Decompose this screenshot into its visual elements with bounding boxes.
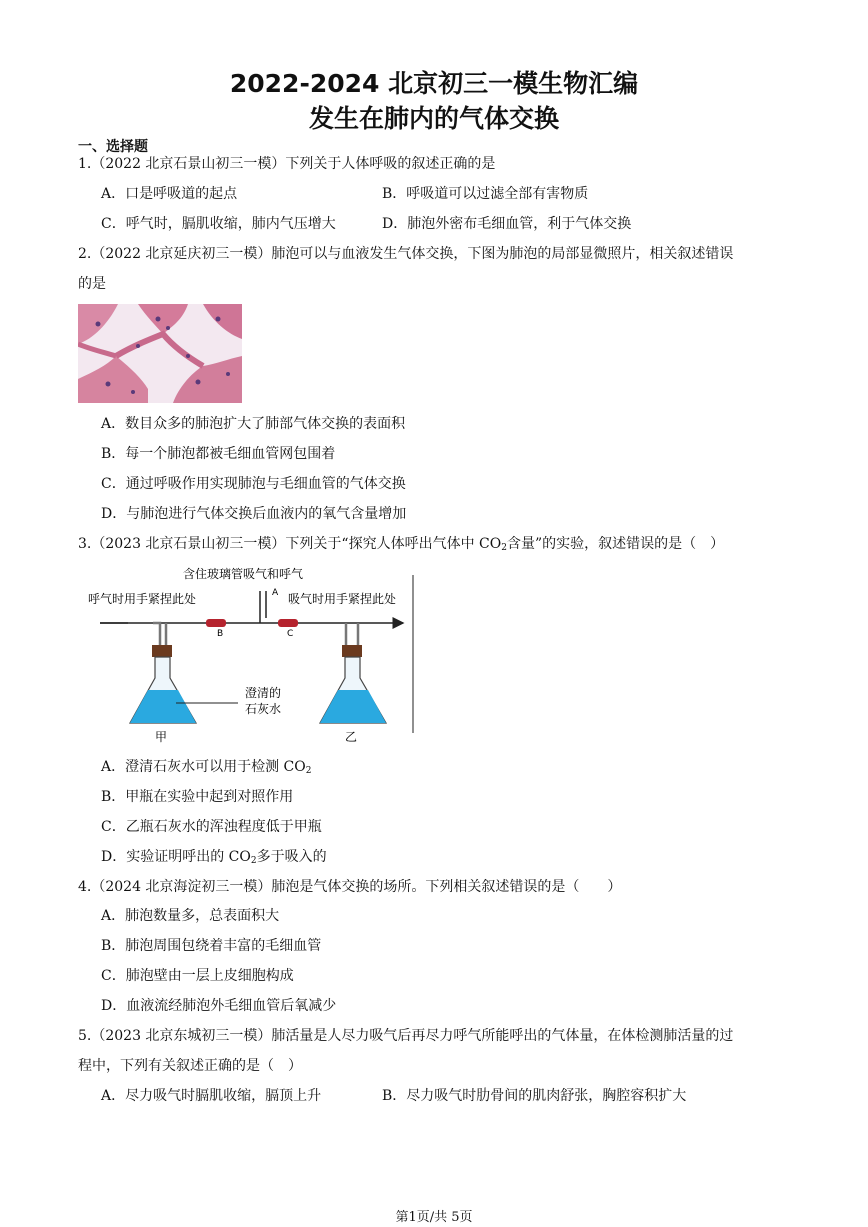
clamp-c-icon [278, 619, 298, 627]
exhaled-co2-experiment-diagram [88, 563, 433, 743]
diagram-left-label: 呼气时用手紧捏此处 [88, 592, 197, 606]
question-5-stem: 5.（2023 北京东城初三一模）肺活量是人尽力吸气后再尽力呼气所能呼出的气体量，在体检测肺活量的过 [78, 1028, 734, 1044]
section-heading: 一、选择题 [78, 139, 148, 155]
question-4-option-a: A．肺泡数量多，总表面积大 [101, 908, 280, 924]
diagram-right-label: 吸气时用手紧捏此处 [288, 592, 397, 606]
question-2-stem-continued: 的是 [78, 276, 106, 292]
question-4-option-d: D．血液流经肺泡外毛细血管后氧减少 [101, 998, 337, 1014]
question-2-option-d: D．与肺泡进行气体交换后血液内的氧气含量增加 [101, 506, 407, 522]
question-2-option-b: B．每一个肺泡都被毛细血管网包围着 [101, 446, 336, 462]
question-3-option-a: A．澄清石灰水可以用于检测 $CO_2$ [101, 759, 312, 776]
question-1-option-a: A．口是呼吸道的起点 [101, 186, 238, 202]
question-1-option-c: C．呼气时，膈肌收缩，肺内气压增大 [101, 216, 336, 232]
alveoli-micrograph-image [78, 304, 242, 403]
question-5-stem-continued: 程中，下列有关叙述正确的是（ ） [78, 1058, 302, 1074]
question-2-option-a: A．数目众多的肺泡扩大了肺部气体交换的表面积 [101, 416, 406, 432]
question-1-option-d: D．肺泡外密布毛细血管，利于气体交换 [382, 216, 632, 232]
diagram-label-c: C [287, 629, 294, 639]
diagram-lime-water-1: 澄清的 [245, 686, 282, 700]
question-3-option-c: C．乙瓶石灰水的浑浊程度低于甲瓶 [101, 819, 322, 835]
diagram-lime-water-2: 石灰水 [245, 702, 282, 716]
diagram-flask-right: 乙 [345, 730, 358, 743]
question-1-option-b: B．呼吸道可以过滤全部有害物质 [382, 186, 589, 202]
question-4-stem: 4.（2024 北京海淀初三一模）肺泡是气体交换的场所。下列相关叙述错误的是（ ） [78, 879, 622, 895]
diagram-label-b: B [217, 629, 224, 639]
question-2-stem: 2.（2022 北京延庆初三一模）肺泡可以与血液发生气体交换，下图为肺泡的局部显微照片，相关叙述错误 [78, 246, 734, 262]
diagram-top-label: 含住玻璃管吸气和呼气 [183, 567, 304, 581]
question-5-option-a: A．尽力吸气时膈肌收缩，膈顶上升 [101, 1088, 322, 1104]
question-3-option-b: B．甲瓶在实验中起到对照作用 [101, 789, 294, 805]
question-3-stem: 3.（2023 北京石景山初三一模）下列关于“探究人体呼出气体中 $CO_2$含量”的实验，叙述错误的是（ ） [78, 536, 725, 553]
question-4-option-b: B．肺泡周围包绕着丰富的毛细血管 [101, 938, 322, 954]
question-1-stem: 1.（2022 北京石景山初三一模）下列关于人体呼吸的叙述正确的是 [78, 156, 496, 172]
question-4-option-c: C．肺泡壁由一层上皮细胞构成 [101, 968, 294, 984]
question-5-option-b: B．尽力吸气时肋骨间的肌肉舒张，胸腔容积扩大 [382, 1088, 687, 1104]
question-2-option-c: C．通过呼吸作用实现肺泡与毛细血管的气体交换 [101, 476, 406, 492]
document-title: 2022-2024 北京初三一模生物汇编 [229, 69, 639, 98]
question-3-option-d: D．实验证明呼出的 $CO_2$多于吸入的 [101, 849, 327, 866]
diagram-label-a: A [272, 588, 279, 598]
diagram-flask-left: 甲 [155, 730, 168, 743]
page-footer: 第1页/共 5页 [395, 1210, 473, 1225]
clamp-b-icon [206, 619, 226, 627]
document-subtitle: 发生在肺内的气体交换 [308, 104, 559, 133]
